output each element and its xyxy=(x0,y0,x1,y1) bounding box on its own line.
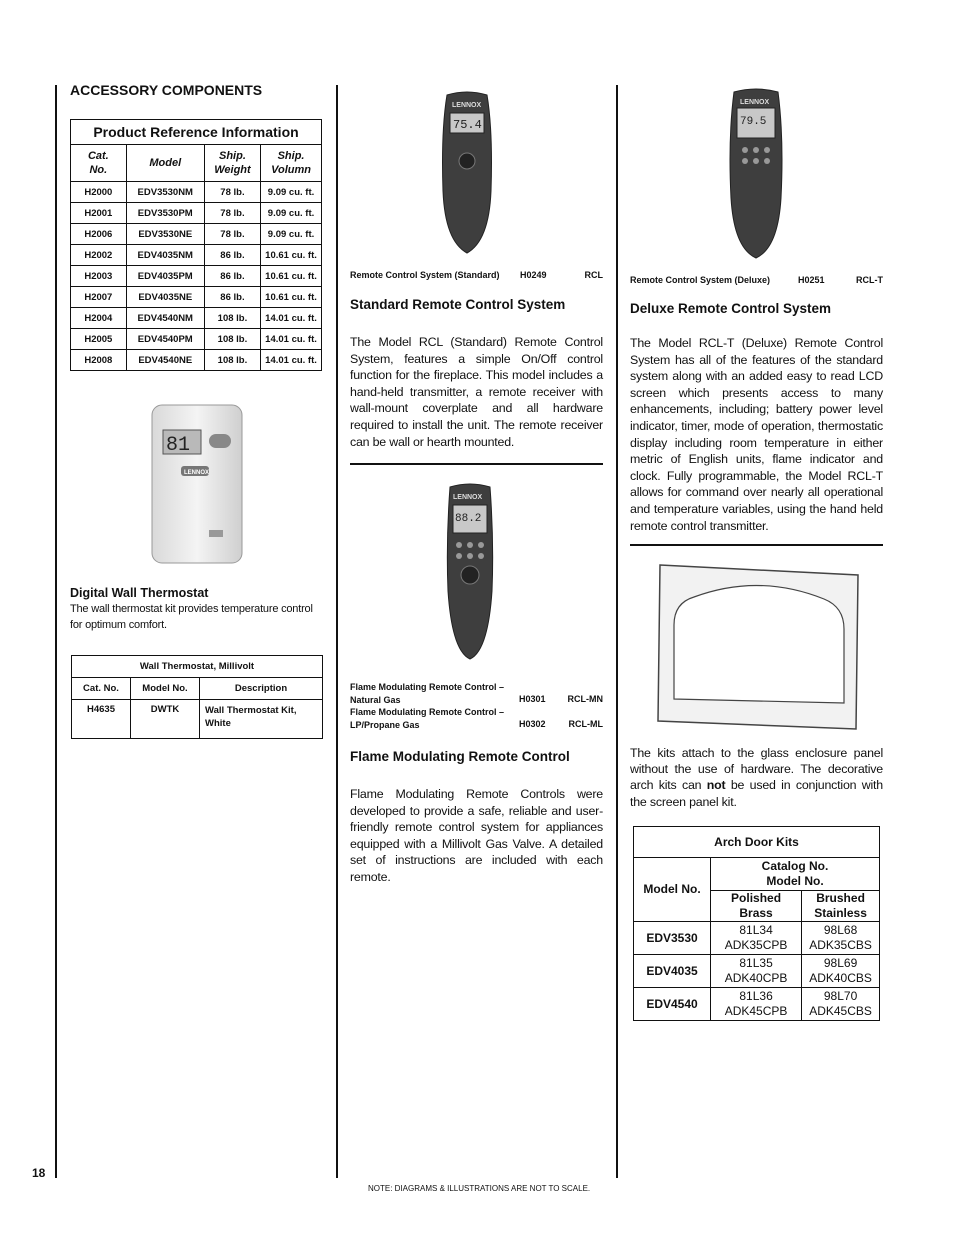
arch-door-image xyxy=(654,563,864,733)
table-row xyxy=(71,308,322,329)
table-cell: EDV4540PM xyxy=(126,329,204,350)
standard-remote-text: The Model RCL (Standard) Remote Control System, features a simple On/Off control function for the fireplace. This model includes a hand-held transmitter, a remote receiver with wall-mount coverplate and all hardware required to install the unit. The remote receiver can be wall or hearth mounted. xyxy=(350,335,603,449)
table-cell: EDV4035NE xyxy=(126,287,204,308)
table-cell: 78 lb. xyxy=(204,224,260,245)
arch-catalog-cell: 81L34 ADK35CPB xyxy=(711,922,802,955)
arch-model: EDV3530 xyxy=(634,922,711,955)
table-cell: H2001 xyxy=(71,203,127,224)
remote-standard-image xyxy=(439,91,495,255)
thermo-col-desc: Description xyxy=(200,678,323,700)
arch-catalog-header: Catalog No. Model No. xyxy=(711,858,880,891)
thermo-col-cat: Cat. No. xyxy=(72,678,131,700)
flame-caption-1: Flame Modulating Remote Control – Natural Gas H0301 RCL-MN xyxy=(350,682,603,705)
table-cell: H2000 xyxy=(71,182,127,203)
thermo-table-title: Wall Thermostat, Millivolt xyxy=(72,656,323,678)
svg-text:LENNOX: LENNOX xyxy=(740,99,770,106)
arch-text: The kits attach to the glass enclosure panel without the use of hardware. The decorative arch kits can not be used in conjunction with the screen panel kit. xyxy=(630,746,883,809)
arch-col-stainless: Brushed Stainless xyxy=(802,891,880,922)
table-row xyxy=(71,182,322,203)
table-cell: EDV4035PM xyxy=(126,266,204,287)
table-cell: 14.01 cu. ft. xyxy=(261,350,322,371)
column-divider-2 xyxy=(616,85,618,1178)
standard-remote-heading: Standard Remote Control System xyxy=(350,297,566,312)
table-cell: H2004 xyxy=(71,308,127,329)
svg-text:LENNOX: LENNOX xyxy=(184,470,210,476)
col-header-cat: Cat. No. xyxy=(71,145,127,182)
thermo-model: DWTK xyxy=(131,700,200,739)
arch-catalog-cell: 81L35 ADK40CPB xyxy=(711,955,802,988)
arch-catalog-cell: 98L68 ADK35CBS xyxy=(802,922,880,955)
thermostat-heading: Digital Wall Thermostat xyxy=(70,586,209,600)
arch-row xyxy=(634,922,880,955)
flame-remote-heading: Flame Modulating Remote Control xyxy=(350,749,570,764)
table-cell: EDV3530PM xyxy=(126,203,204,224)
column-divider-1 xyxy=(336,85,338,1178)
arch-table-title: Arch Door Kits xyxy=(634,827,880,858)
table-cell: H2008 xyxy=(71,350,127,371)
table-cell: EDV3530NM xyxy=(126,182,204,203)
table-cell: 14.01 cu. ft. xyxy=(261,308,322,329)
footer-note: NOTE: DIAGRAMS & ILLUSTRATIONS ARE NOT TO SCALE. xyxy=(368,1184,591,1193)
deluxe-remote-text: The Model RCL-T (Deluxe) Remote Control System has all of the features of the standard system along with an added easy to read LCD screen which presents access to many enhancements, including; battery power level indicator, timer, mode of operation, thermostatic display including room temperature in either metric of English units, flame indicator and clock. Fully programmable, the Model RCL-T allows for command over nearly all operational and temperature variables, using the hand held remote control transmitter. xyxy=(630,336,883,533)
product-table-title: Product Reference Information xyxy=(71,120,322,145)
svg-text:LENNOX: LENNOX xyxy=(452,102,482,109)
deluxe-remote-heading: Deluxe Remote Control System xyxy=(630,301,832,316)
remote-deluxe-display: 79.5 xyxy=(740,116,767,128)
arch-row xyxy=(634,955,880,988)
table-cell: H2006 xyxy=(71,224,127,245)
right-rule xyxy=(630,544,883,546)
table-cell: 9.09 cu. ft. xyxy=(261,203,322,224)
arch-model: EDV4540 xyxy=(634,988,711,1021)
remote-deluxe-caption: Remote Control System (Deluxe) H0251 RCL-T xyxy=(630,275,883,285)
remote-deluxe-image xyxy=(726,88,786,260)
thermostat-image xyxy=(151,404,243,564)
arch-col-brass: Polished Brass xyxy=(711,891,802,922)
table-row xyxy=(71,350,322,371)
table-cell: H2003 xyxy=(71,266,127,287)
arch-door-kits-table xyxy=(633,826,880,1021)
col-header-model: Model xyxy=(126,145,204,182)
col-header-weight: Ship. Weight xyxy=(204,145,260,182)
section-title: ACCESSORY COMPONENTS xyxy=(70,82,263,98)
arch-catalog-cell: 98L70 ADK45CBS xyxy=(802,988,880,1021)
table-cell: 78 lb. xyxy=(204,182,260,203)
svg-text:LENNOX: LENNOX xyxy=(453,494,483,501)
arch-model: EDV4035 xyxy=(634,955,711,988)
table-cell: H2007 xyxy=(71,287,127,308)
remote-flame-display: 88.2 xyxy=(455,513,482,525)
wall-thermostat-table xyxy=(71,655,323,739)
table-cell: 108 lb. xyxy=(204,329,260,350)
table-cell: H2005 xyxy=(71,329,127,350)
table-cell: 108 lb. xyxy=(204,350,260,371)
table-cell: 10.61 cu. ft. xyxy=(261,266,322,287)
table-cell: 9.09 cu. ft. xyxy=(261,182,322,203)
arch-catalog-cell: 81L36 ADK45CPB xyxy=(711,988,802,1021)
table-cell: 86 lb. xyxy=(204,245,260,266)
table-cell: 78 lb. xyxy=(204,203,260,224)
arch-model-header: Model No. xyxy=(634,858,711,922)
table-cell: H2002 xyxy=(71,245,127,266)
table-cell: EDV4540NM xyxy=(126,308,204,329)
thermostat-text: The wall thermostat kit provides temperature control for optimum comfort. xyxy=(70,603,313,631)
remote-flame-image xyxy=(444,481,496,661)
table-cell: 10.61 cu. ft. xyxy=(261,287,322,308)
table-cell: EDV4035NM xyxy=(126,245,204,266)
table-cell: EDV3530NE xyxy=(126,224,204,245)
table-cell: EDV4540NE xyxy=(126,350,204,371)
left-margin-rule xyxy=(55,85,57,1178)
thermo-cat: H4635 xyxy=(72,700,131,739)
flame-remote-text: Flame Modulating Remote Controls were developed to provide a safe, reliable and user-friendly remote control system for appliances equipped with a Millivolt Gas Valve. A detailed set of instructions are included with each remote. xyxy=(350,787,603,884)
table-cell: 86 lb. xyxy=(204,287,260,308)
thermo-col-model: Model No. xyxy=(131,678,200,700)
page-number: 18 xyxy=(32,1166,46,1180)
table-cell: 10.61 cu. ft. xyxy=(261,245,322,266)
arch-catalog-cell: 98L69 ADK40CBS xyxy=(802,955,880,988)
table-row xyxy=(71,266,322,287)
table-cell: 86 lb. xyxy=(204,266,260,287)
col-header-volume: Ship. Volumn xyxy=(261,145,322,182)
table-row xyxy=(71,203,322,224)
thermostat-display: 81 xyxy=(166,434,191,457)
table-row xyxy=(71,245,322,266)
remote-standard-caption: Remote Control System (Standard) H0249 RCL xyxy=(350,270,603,280)
remote-standard-display: 75.4 xyxy=(453,118,482,132)
table-row xyxy=(71,287,322,308)
middle-rule xyxy=(350,463,603,465)
product-reference-table xyxy=(70,119,322,371)
thermo-desc: Wall Thermostat Kit, White xyxy=(200,700,323,739)
table-row xyxy=(71,224,322,245)
table-cell: 14.01 cu. ft. xyxy=(261,329,322,350)
table-cell: 9.09 cu. ft. xyxy=(261,224,322,245)
table-row xyxy=(71,329,322,350)
table-cell: 108 lb. xyxy=(204,308,260,329)
arch-row xyxy=(634,988,880,1021)
flame-caption-2: Flame Modulating Remote Control – LP/Propane Gas H0302 RCL-ML xyxy=(350,707,603,730)
